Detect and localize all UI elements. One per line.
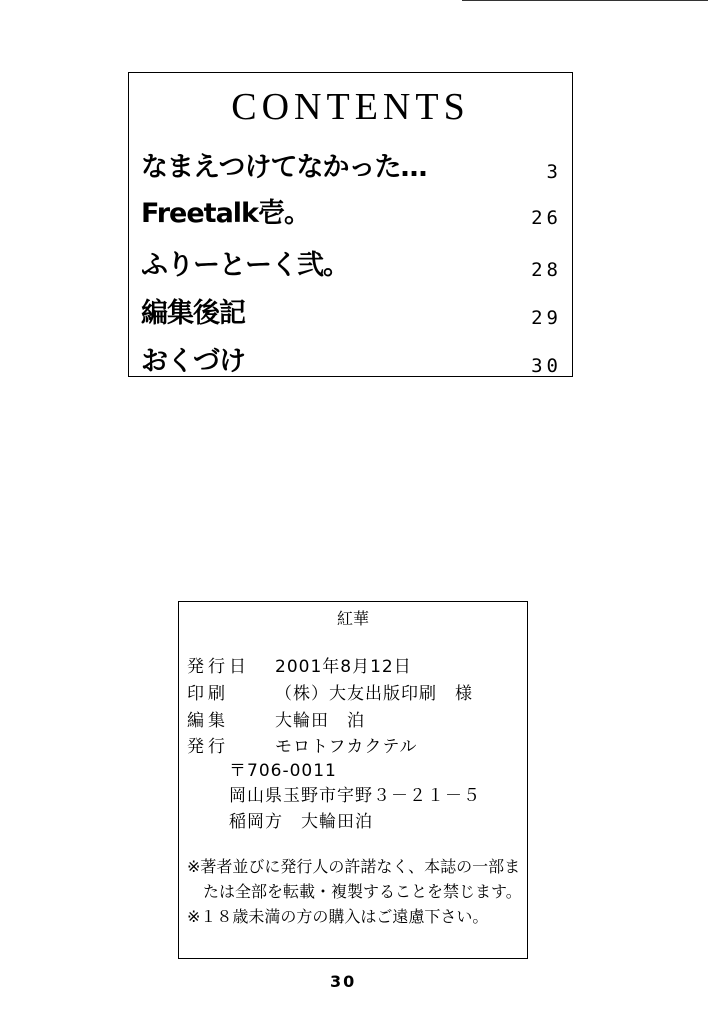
colophon-row <box>187 679 473 704</box>
note: ※著者並びに発行人の許諾なく、本誌の一部または全部を転載・複製することを禁じます。 <box>187 857 522 901</box>
toc-page: 29 <box>531 307 562 329</box>
toc-item <box>129 145 572 185</box>
toc-item <box>129 191 572 231</box>
toc-title: 編集後記 <box>141 298 245 329</box>
row-value: モロトフカクテル <box>275 737 418 757</box>
row-label: 発行日 <box>187 657 250 677</box>
page-number: 30 <box>330 972 357 991</box>
toc-page: 26 <box>531 207 562 229</box>
toc-title: おくづけ <box>141 346 245 377</box>
address-line: 岡山県玉野市宇野３－２１－５ <box>229 786 481 806</box>
colophon-row <box>187 706 365 731</box>
toc-item <box>129 291 572 331</box>
toc-page: 28 <box>531 259 562 281</box>
toc-item <box>129 243 572 283</box>
top-edge-rule <box>462 0 708 1</box>
toc-page: 30 <box>531 355 562 377</box>
row-label: 印刷 <box>187 684 229 704</box>
postal-code: 〒706-0011 <box>229 761 337 781</box>
row-value: 大輪田 泊 <box>275 711 365 731</box>
address-line: 稲岡方 大輪田泊 <box>229 812 373 832</box>
contents-box <box>128 72 573 377</box>
colophon-title: 紅華 <box>336 609 369 628</box>
note: ※１８歳未満の方の購入はご遠慮下さい。 <box>187 907 489 926</box>
toc-title: ふりーとーく弐。 <box>141 250 349 281</box>
toc-title: なまえつけてなかった… <box>141 152 427 183</box>
toc-page: 3 <box>546 161 562 183</box>
row-value: 2001年8月12日 <box>275 657 412 677</box>
contents-heading: CONTENTS <box>231 86 470 128</box>
colophon-row <box>187 732 417 757</box>
colophon-row <box>187 652 412 677</box>
row-value: （株）大友出版印刷 様 <box>275 684 473 704</box>
row-label: 発行 <box>187 737 229 757</box>
toc-title: Freetalk壱。 <box>141 198 310 229</box>
colophon-box <box>178 601 528 959</box>
row-label: 編集 <box>187 711 229 731</box>
notes <box>187 854 523 929</box>
toc-item <box>129 339 572 379</box>
